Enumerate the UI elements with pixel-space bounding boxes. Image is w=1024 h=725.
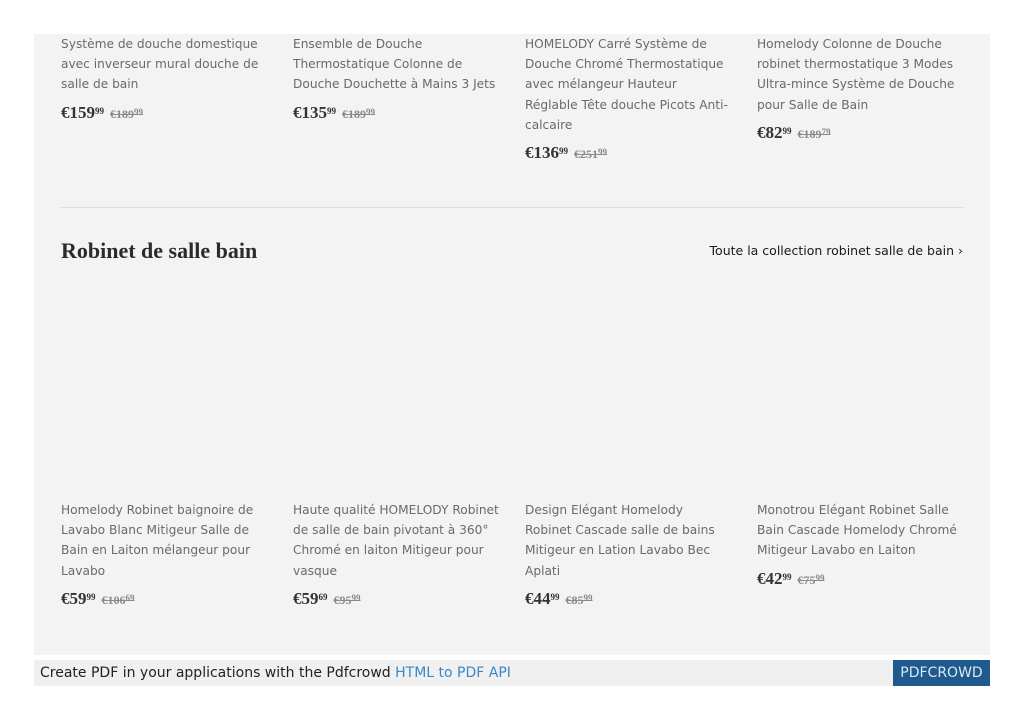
product-card[interactable] — [757, 34, 963, 163]
section-heading: Robinet de salle bain — [61, 238, 258, 263]
old-price: $€189^{99}$ — [342, 106, 375, 121]
product-title[interactable]: Haute qualité HOMELODY Robinet de salle de bain pivotant à 360° Chromé en laiton Mitigeur pour vasque — [293, 503, 499, 578]
collection-link[interactable]: Toute la collection robinet salle de bain › — [709, 243, 963, 258]
product-card[interactable] — [61, 500, 267, 609]
price-line — [757, 569, 963, 589]
product-title[interactable]: Homelody Robinet baignoire de Lavabo Blanc Mitigeur Salle de Bain en Laiton mélangeur pour Lavabo — [61, 503, 254, 578]
product-title[interactable]: HOMELODY Carré Système de Douche Chromé Thermostatique avec mélangeur Hauteur Réglable Tête douche Picots Anti-calcaire — [525, 37, 728, 132]
current-price: $€136^{99}$ — [525, 143, 568, 163]
price-line — [525, 143, 731, 163]
product-title[interactable]: Monotrou Elégant Robinet Salle Bain Cascade Homelody Chromé Mitigeur Lavabo en Laiton — [757, 503, 957, 558]
product-card[interactable] — [525, 34, 731, 163]
bottom-product-row — [61, 500, 963, 609]
old-price: $€85^{99}$ — [565, 592, 593, 607]
current-price: $€42^{99}$ — [757, 568, 792, 588]
pdfcrowd-badge[interactable]: PDFCROWD — [893, 660, 990, 686]
top-product-row — [61, 34, 963, 163]
product-card[interactable] — [525, 500, 731, 609]
old-price: $€75^{99}$ — [797, 572, 825, 587]
product-card[interactable] — [61, 34, 267, 163]
current-price: $€82^{99}$ — [757, 122, 792, 142]
price-line — [525, 589, 731, 609]
section-divider — [61, 207, 963, 208]
product-title[interactable]: Homelody Colonne de Douche robinet thermostatique 3 Modes Ultra-mince Système de Douche pour Salle de Bain — [757, 37, 955, 112]
old-price: $€106^{69}$ — [101, 592, 135, 607]
price-line — [293, 103, 499, 123]
old-price: $€251^{99}$ — [574, 147, 607, 162]
product-title[interactable]: Ensemble de Douche Thermostatique Colonne de Douche Douchette à Mains 3 Jets — [293, 37, 496, 92]
product-card[interactable] — [293, 34, 499, 163]
product-card[interactable] — [757, 500, 963, 609]
price-line — [61, 103, 267, 123]
old-price: $€189^{79}$ — [797, 126, 831, 141]
current-price: $€44^{99}$ — [525, 588, 560, 608]
current-price: $€135^{99}$ — [293, 102, 336, 122]
old-price: $€95^{99}$ — [333, 592, 361, 607]
current-price: $€59^{99}$ — [61, 588, 96, 608]
product-title[interactable]: Design Elégant Homelody Robinet Cascade salle de bains Mitigeur en Lation Lavabo Bec Aplati — [525, 503, 715, 578]
footer-api-link[interactable]: HTML to PDF API — [395, 665, 511, 681]
current-price: $€159^{99}$ — [61, 102, 104, 122]
price-line — [757, 123, 963, 143]
product-title[interactable]: Système de douche domestique avec inverseur mural douche de salle de bain — [61, 37, 259, 92]
price-line — [293, 589, 499, 609]
price-line — [61, 589, 267, 609]
page-panel — [34, 34, 990, 655]
product-card[interactable] — [293, 500, 499, 609]
footer-text: Create PDF in your applications with the Pdfcrowd HTML to PDF API — [40, 665, 511, 681]
current-price: $€59^{69}$ — [293, 588, 328, 608]
old-price: $€189^{99}$ — [110, 106, 143, 121]
pdfcrowd-footer — [34, 660, 990, 686]
